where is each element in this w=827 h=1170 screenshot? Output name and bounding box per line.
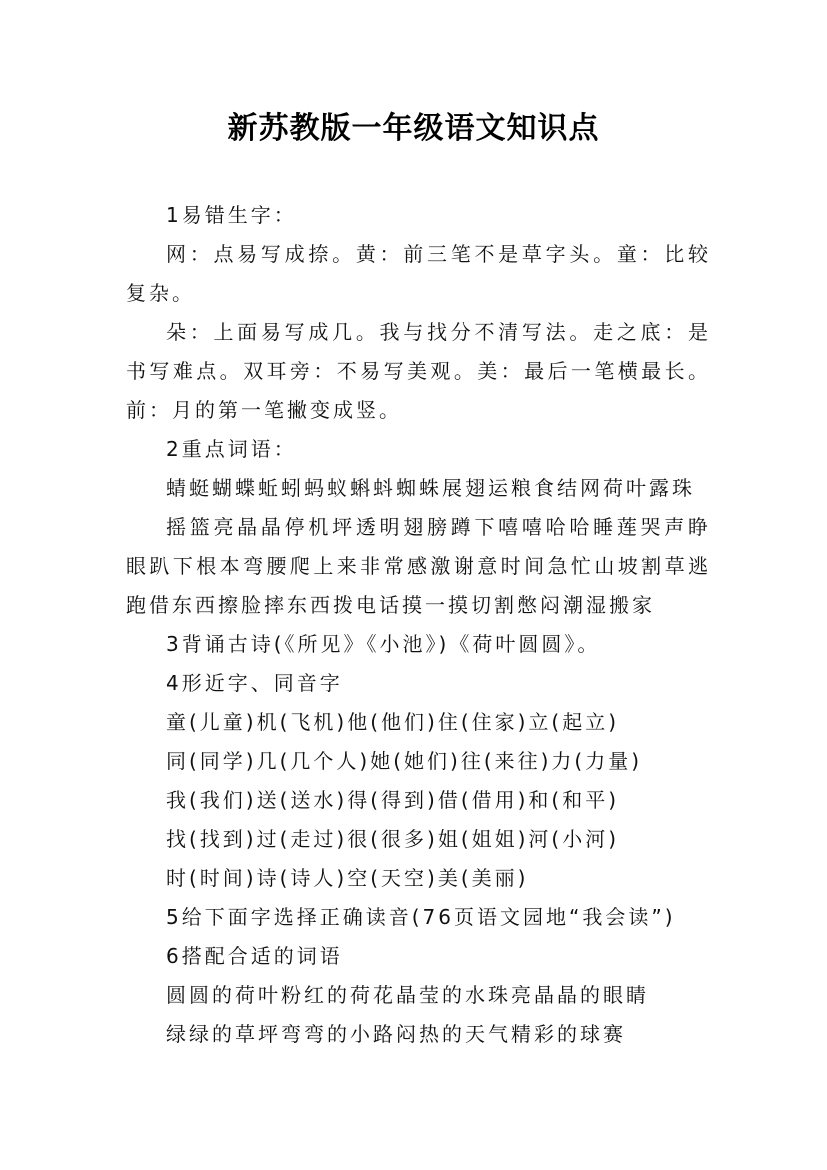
paragraph: 绿绿的草坪弯弯的小路闷热的天气精彩的球赛	[166, 1022, 626, 1046]
paragraph: 童(儿童)机(飞机)他(他们)住(住家)立(起立)	[166, 710, 620, 734]
paragraph: 蜻蜓蝴蝶蚯蚓蚂蚁蝌蚪蜘蛛展翅运粮食结网荷叶露珠	[166, 476, 695, 500]
paragraph: 4形近字、同音字	[166, 671, 343, 695]
paragraph: 网：点易写成捺。黄：前三笔不是草字头。童：比较复杂。	[126, 242, 711, 305]
paragraph: 1易错生字：	[166, 203, 297, 227]
paragraph: 朵：上面易写成几。我与找分不清写法。走之底：是书写难点。双耳旁：不易写美观。美：最后一笔横最长。前：月的第一笔撇变成竖。	[126, 320, 711, 422]
document-title: 新苏教版一年级语文知识点	[227, 111, 600, 146]
paragraph: 摇篮亮晶晶停机坪透明翅膀蹲下嘻嘻哈哈睡莲哭声睁眼趴下根本弯腰爬上来非常感激谢意时间急忙山坡割草逃跑借东西擦脸摔东西拨电话摸一摸切割憋闷潮湿搬家	[126, 515, 711, 617]
paragraph: 同(同学)几(几个人)她(她们)往(来往)力(力量)	[166, 749, 643, 773]
paragraph: 2重点词语：	[166, 437, 297, 461]
paragraph: 5给下面字选择正确读音(76页语文园地“我会读”)	[166, 905, 676, 929]
document-body	[126, 196, 711, 1054]
paragraph: 3背诵古诗(《所见》《小池》)《荷叶圆圆》。	[166, 632, 601, 656]
paragraph: 时(时间)诗(诗人)空(天空)美(美丽)	[166, 866, 529, 890]
paragraph: 圆圆的荷叶粉红的荷花晶莹的水珠亮晶晶的眼睛	[166, 983, 649, 1007]
paragraph: 6搭配合适的词语	[166, 944, 343, 968]
paragraph: 我(我们)送(送水)得(得到)借(借用)和(和平)	[166, 788, 620, 812]
paragraph: 找(找到)过(走过)很(很多)姐(姐姐)河(小河)	[166, 827, 620, 851]
